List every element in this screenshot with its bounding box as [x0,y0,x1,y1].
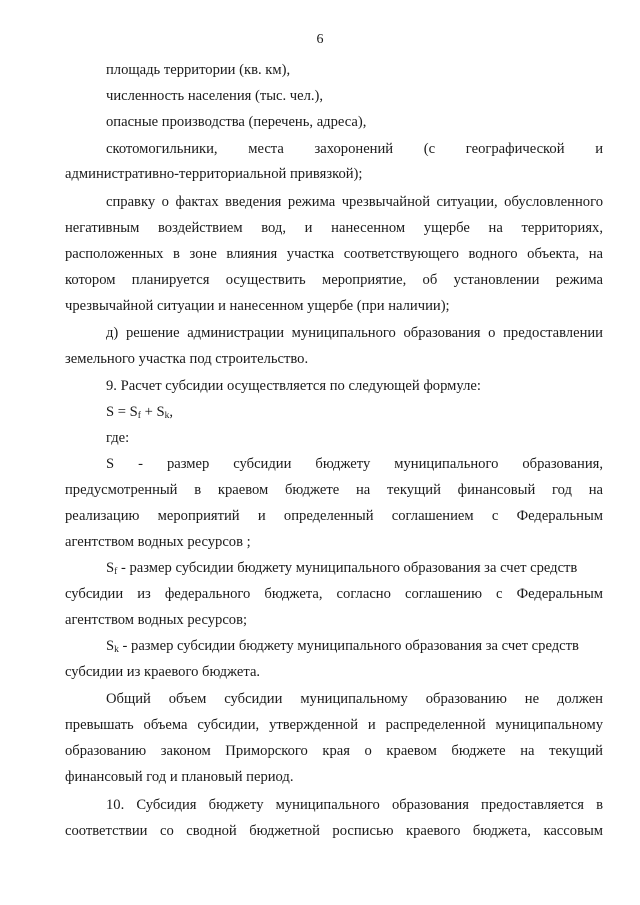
text-line: превышать объема субсидии, утвержденной и распределенной муниципальному [65,717,603,733]
text-line: финансовый год и плановый период. [65,769,294,785]
text-line: негативным воздействием вод, и нанесенном ущербе на территориях, [65,220,603,236]
text-line: субсидии из краевого бюджета. [65,664,261,680]
text-line: агентством водных ресурсов ; [65,534,251,550]
text-line: котором планируется осуществить мероприятие, об установлении режима [65,272,603,288]
page-number: 6 [316,32,324,47]
text-line: административно-территориальной привязкой); [65,166,363,182]
text-line: справку о фактах введения режима чрезвычайной ситуации, обусловленного [106,194,603,210]
section-10-heading: 10. Субсидия бюджету муниципального образования предоставляется в [106,797,603,813]
text-line: S - размер субсидии бюджету муниципального образования, [106,456,603,472]
text-line: агентством водных ресурсов; [65,612,248,628]
text-line: реализацию мероприятий и определенный соглашением с Федеральным [65,508,603,524]
text-line: где: [106,430,130,446]
text-line: скотомогильники, места захоронений (с географической и [106,141,603,157]
section-9-heading: 9. Расчет субсидии осуществляется по следующей формуле: [106,378,481,394]
sf-definition: $S_f$ - размер субсидии бюджету муниципального образования за счет средств [106,560,578,577]
text-line: субсидии из федерального бюджета, согласно соглашению с Федеральным [65,586,603,602]
text-line: опасные производства (перечень, адреса), [106,114,367,130]
text-line: площадь территории (кв. км), [106,62,291,78]
formula: $S = S_f + S_k$, [106,404,173,421]
text-line: земельного участка под строительство. [65,351,309,367]
text-line: численность населения (тыс. чел.), [106,88,324,104]
text-line: образованию законом Приморского края о краевом бюджете на текущий [65,743,603,759]
text-line: чрезвычайной ситуации и нанесенном ущербе (при наличии); [65,298,450,314]
text-line: д) решение администрации муниципального образования о предоставлении [106,325,603,341]
text-line: соответствии со сводной бюджетной росписью краевого бюджета, кассовым [65,823,603,839]
sk-definition: $S_k$ - размер субсидии бюджету муниципального образования за счет средств [106,638,579,655]
text-line: Общий объем субсидии муниципальному образованию не должен [106,691,603,707]
text-line: предусмотренный в краевом бюджете на текущий финансовый год на [65,482,603,498]
text-line: расположенных в зоне влияния участка соответствующего водного объекта, на [65,246,603,262]
